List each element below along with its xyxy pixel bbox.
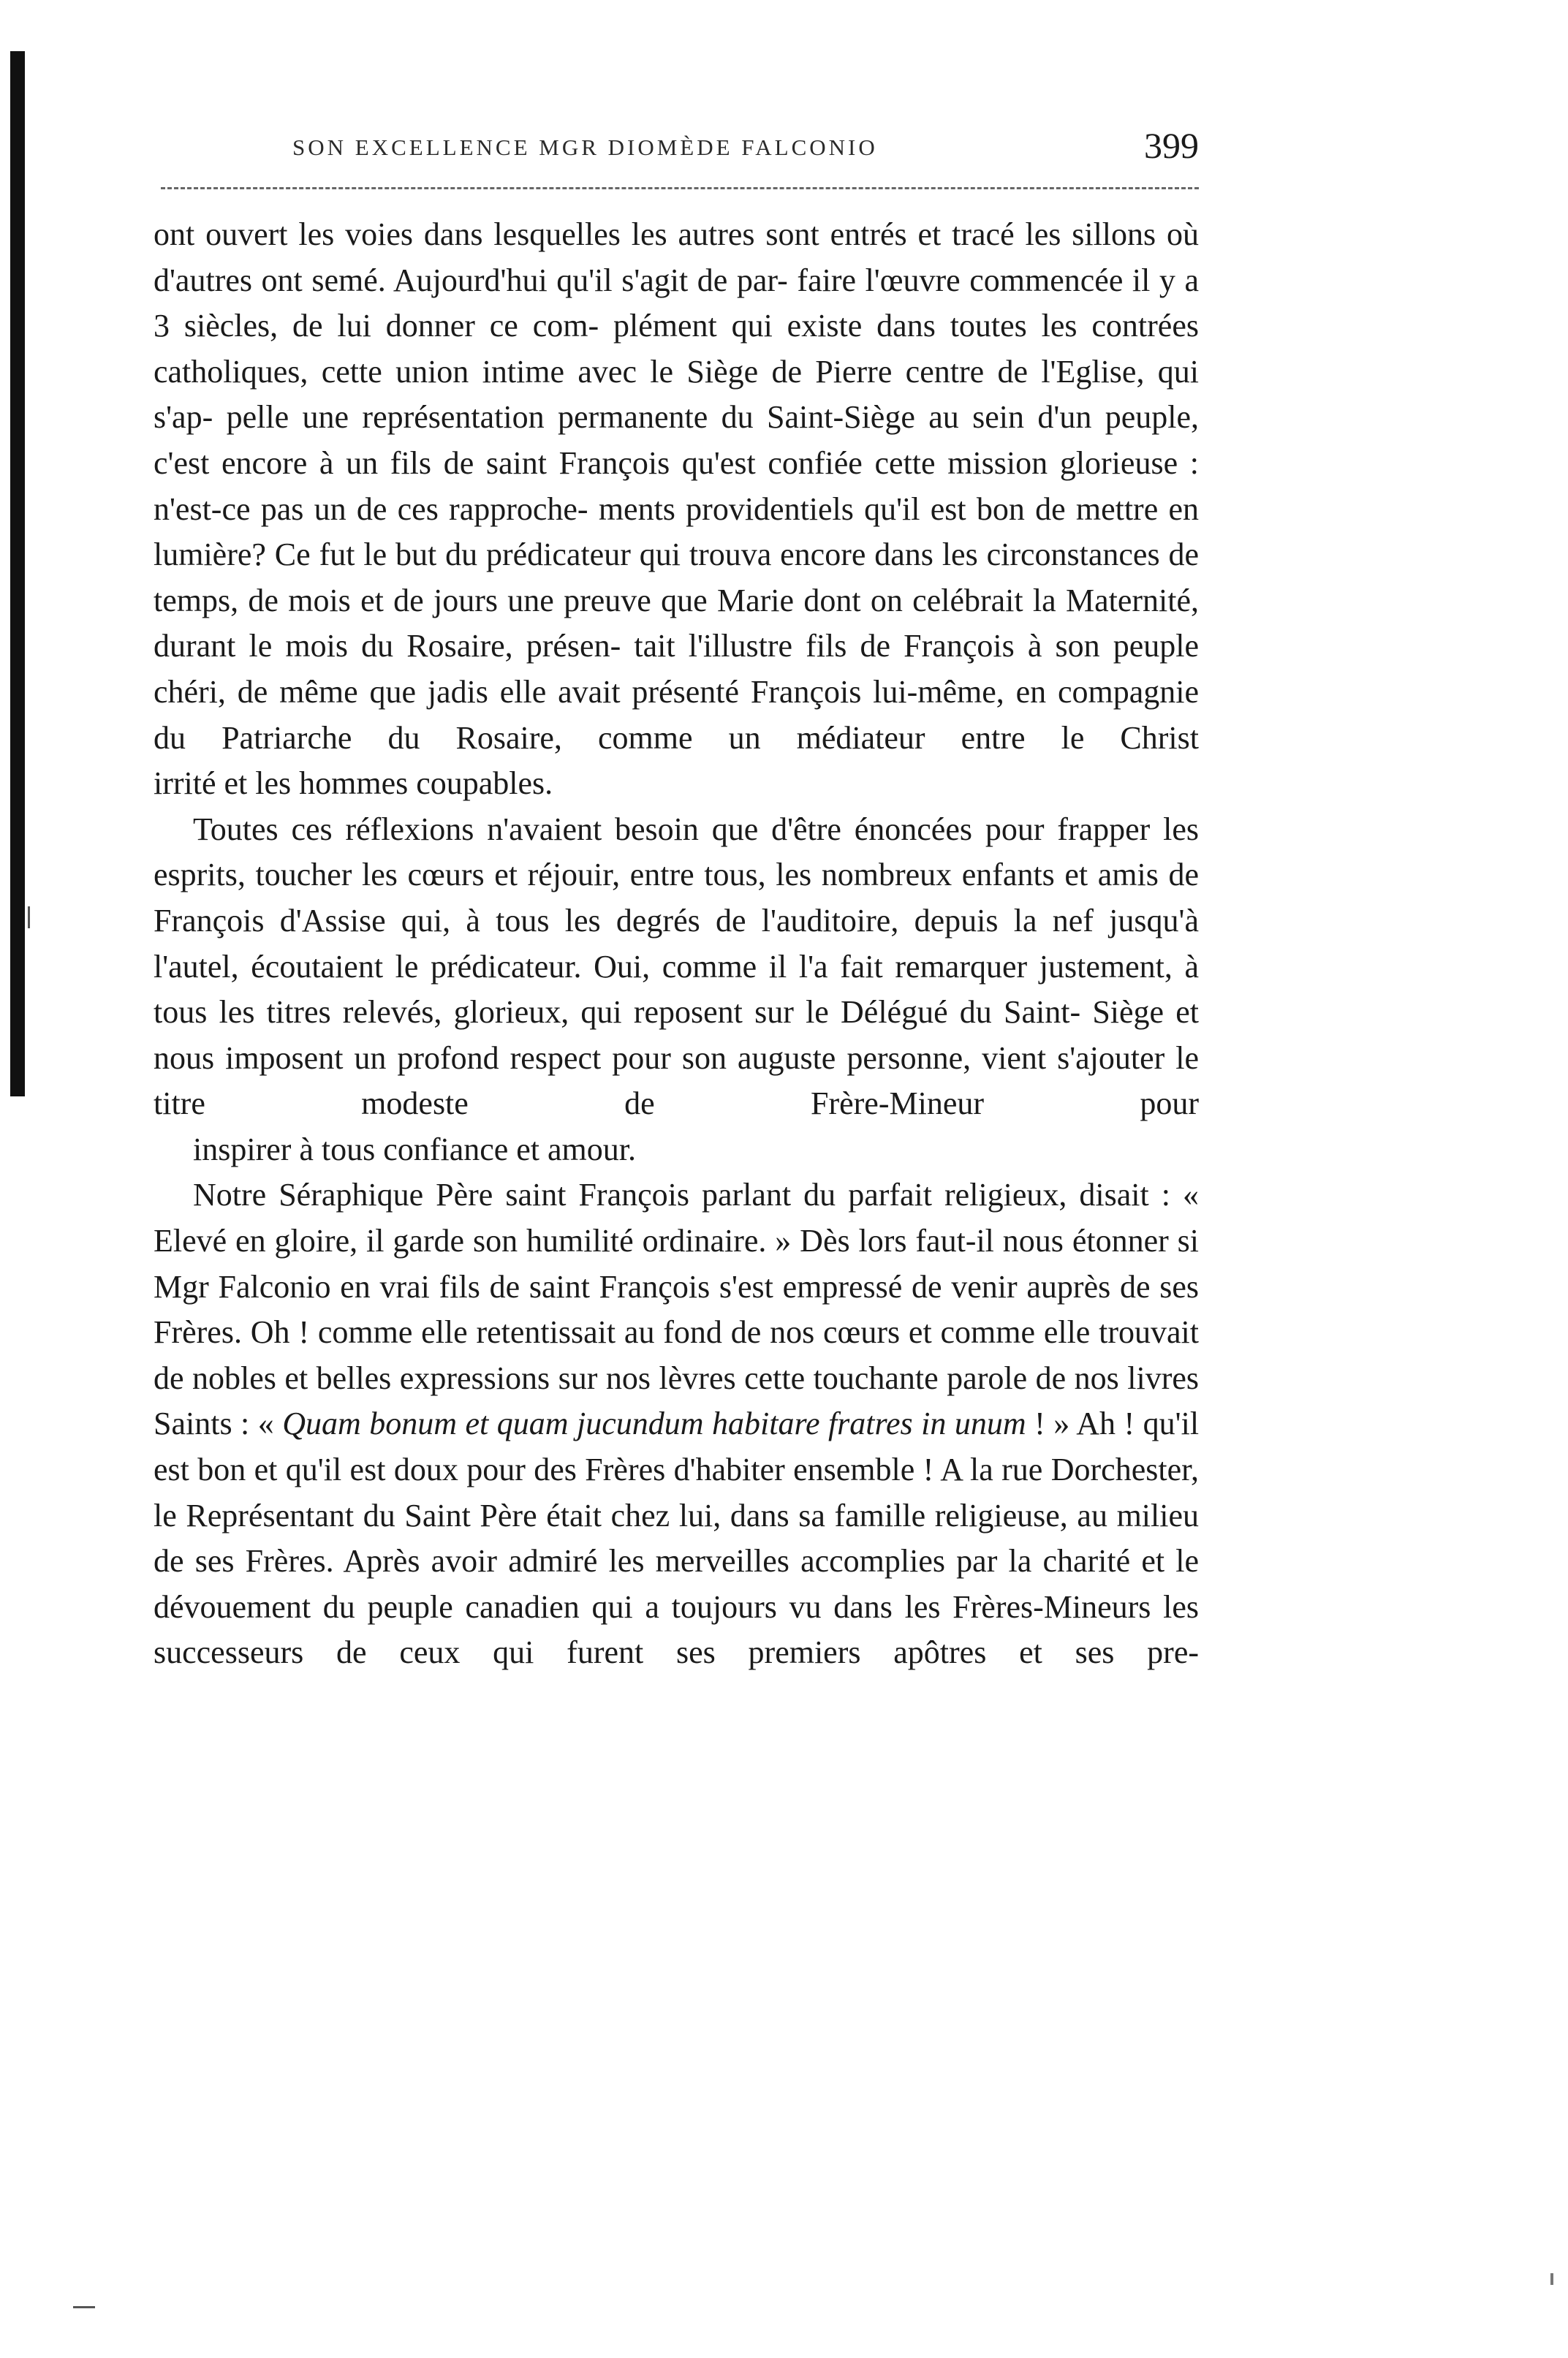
text-line: les titres relevés, glorieux, qui reposent sur le Délégué du Saint- [219,994,1081,1031]
text-line: famille religieuse, au milieu de ses Frères. Après avoir admiré [154,1497,1200,1580]
text-line: tait l'illustre fils de François à son peuple chéri, de même que [154,628,1200,710]
text-line: plément qui existe dans toutes les contrées catholiques, cette [154,308,1199,390]
text-line: ordinaire. » Dès lors faut-il nous étonner si Mgr Falconio en [154,1223,1200,1305]
text-line: ont ouvert les voies dans lesquelles les autres sont entrés et tracé [154,216,1015,252]
paragraph-1 [154,212,1199,807]
text-line: confiée cette mission glorieuse : n'est-ce pas un de ces rapproche- [154,444,1200,527]
text-line: et comme elle trouvait de nobles et belles expressions sur nos [154,1314,1199,1396]
text-line: ! » Ah ! qu'il est bon [154,1406,1200,1488]
text-line: et qu'il est doux pour des Frères d'habiter ensemble ! A la rue [254,1452,1043,1488]
text-line-last: inspirer à tous confiance et amour. [193,1131,637,1167]
text-line: ses Frères. Oh ! comme elle retentissait au fond de nos cœurs [154,1268,1200,1351]
text-line: lèvres cette touchante parole de nos livres Saints : « [154,1360,1200,1442]
text-line: union intime avec le Siège de Pierre centre de l'Eglise, qui s'ap- [154,353,1200,436]
text-line: faire l'œuvre commencée il y a 3 siècles, de lui donner ce com- [154,262,1200,344]
text-line: pelle une représentation permanente du Saint-Siège au sein [226,399,1025,436]
latin-quote-part-1: Quam bonum [282,1406,458,1442]
book-page [154,124,1200,1671]
text-line: personne, vient s'ajouter le titre modeste de Frère-Mineur pour [154,1039,1200,1122]
text-line: les nombreux enfants et amis de François d'Assise qui, à tous [154,857,1200,939]
binding-mark [28,906,30,928]
body-text [154,212,1199,1676]
running-title: SON EXCELLENCE MGR DIOMÈDE FALCONIO [292,134,878,160]
binding-edge [10,51,25,1096]
scan-mark [1550,2273,1553,2285]
text-line: le prédicateur. Oui, comme il l'a fait remarquer justement, à tous [154,948,1199,1031]
text-line: Siège et nous imposent un profond respect pour son auguste [154,994,1200,1076]
text-line: les sillons où d'autres ont semé. Aujourd'hui qu'il s'agit de par- [154,216,1200,298]
text-line: jadis elle avait présenté François lui-même, en compagnie du [154,673,1199,756]
text-line: religieux, disait : « Elevé en gloire, il garde son humilité [154,1177,1200,1259]
text-line: ments providentiels qu'il est bon de mettre en lumière? Ce fut [154,490,1199,573]
text-line: Toutes ces réflexions n'avaient besoin que d'être énoncées [193,811,972,847]
text-line: Patriarche du Rosaire, comme un médiateur entre le Christ [221,719,1199,756]
text-line: Notre Séraphique Père saint François parlant du parfait [193,1177,933,1213]
text-line: le but du prédicateur qui trouva encore dans les circonstances [363,537,1160,573]
latin-quote-part-2: et quam jucundum habitare fratres in unum [465,1406,1026,1442]
scan-mark [73,2306,95,2308]
text-line: les degrés de l'auditoire, depuis la nef jusqu'à l'autel, écoutaient [154,902,1199,985]
text-line: les merveilles accomplies par la charité et le dévouement du [154,1543,1200,1625]
text-line: successeurs de ceux qui furent ses premiers apôtres et ses pre- [154,1634,1199,1671]
text-line: vrai fils de saint François s'est empressé de venir auprès de [379,1268,1151,1305]
paragraph-2 [154,807,1199,1173]
text-line: on celébrait la Maternité, durant le mois du Rosaire, présen- [154,582,1200,664]
text-line: d'un peuple, c'est encore à un fils de saint François qu'est [154,399,1200,481]
text-line-last: irrité et les hommes coupables. [154,765,553,802]
text-line: pour frapper les esprits, toucher les cœurs et réjouir, entre tous, [154,811,1200,893]
text-line: de temps, de mois et de jours une preuve que Marie dont [154,537,1200,618]
text-line: Dorchester, le Représentant du Saint Père était chez lui, dans sa [154,1452,1199,1534]
page-number: 399 [1144,125,1199,166]
text-line: peuple canadien qui a toujours vu dans les Frères-Mineurs les [367,1588,1200,1625]
running-head [154,124,1199,183]
paragraph-3 [154,1172,1199,1676]
header-rule [161,187,1199,189]
